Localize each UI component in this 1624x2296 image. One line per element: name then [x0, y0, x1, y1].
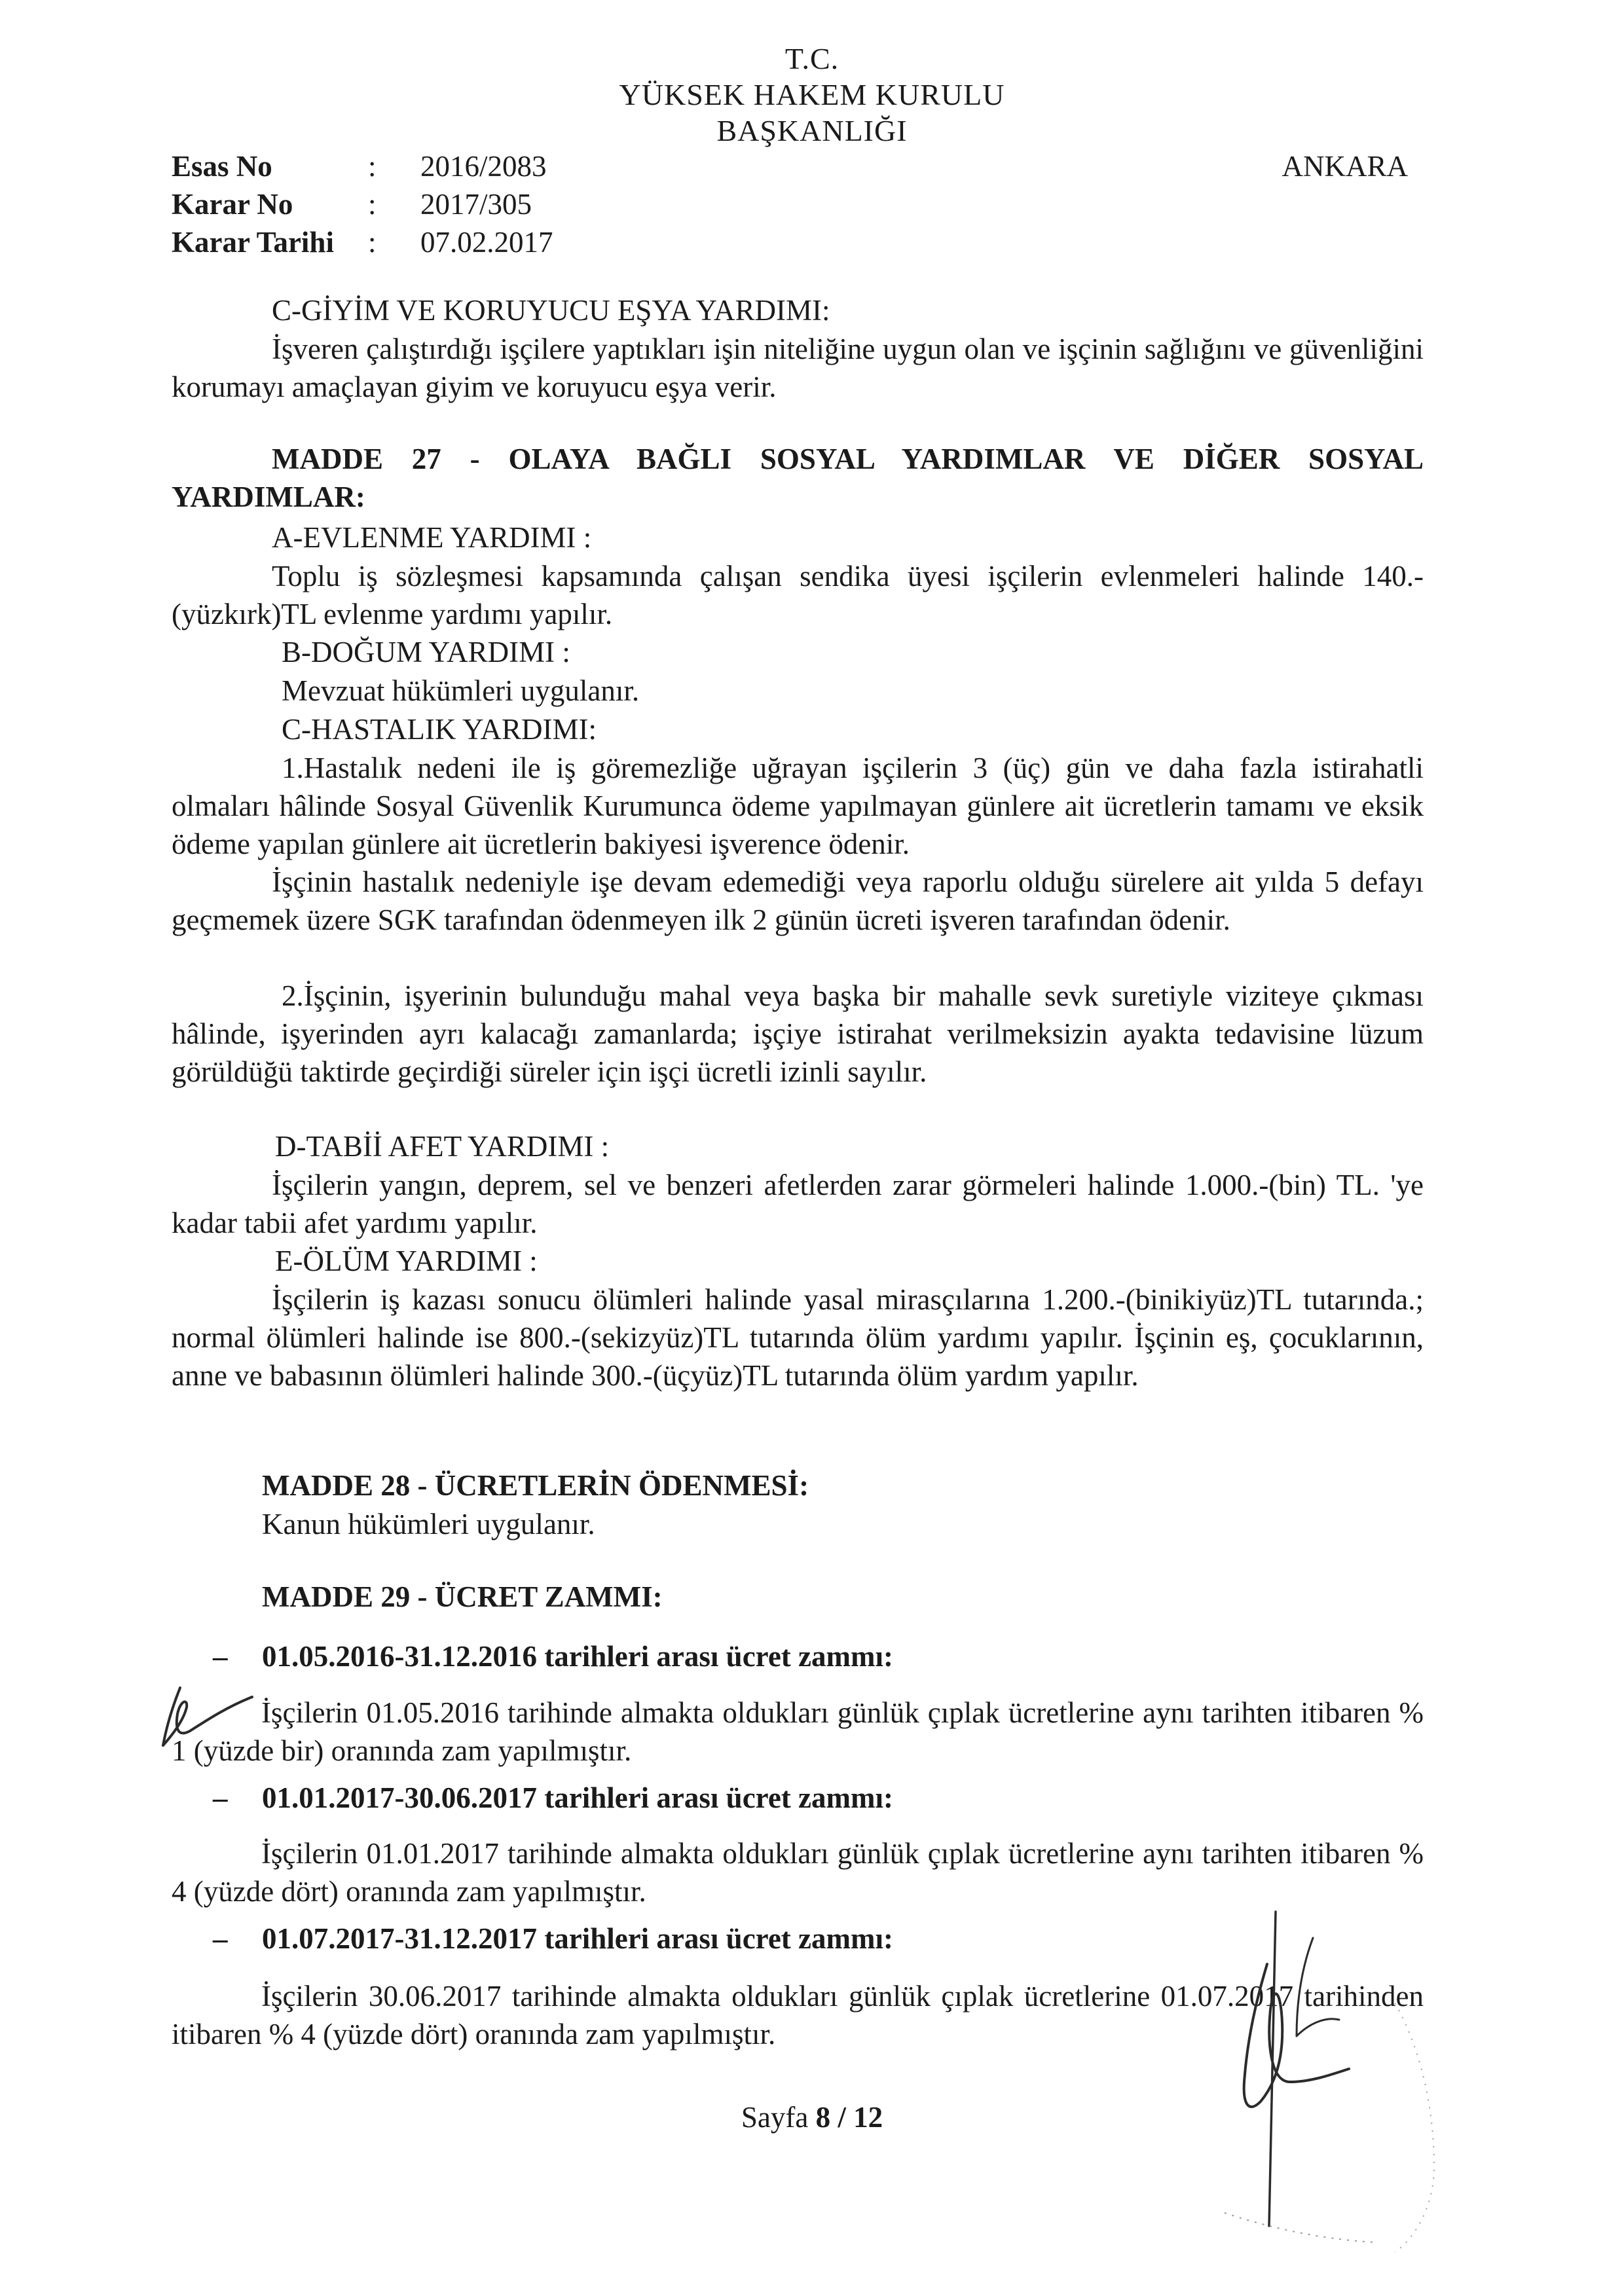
evlenme-title: A-EVLENME YARDIMI : — [272, 521, 592, 554]
meta-row-karar — [172, 185, 553, 223]
header-presidency: BAŞKANLIĞI — [716, 114, 908, 147]
zam-period-1-title — [213, 1639, 893, 1673]
madde28-text: Kanun hükümleri uygulanır. — [262, 1508, 595, 1540]
page-separator: / — [830, 2101, 854, 2134]
madde29-title: MADDE 29 - ÜCRET ZAMMI: — [262, 1580, 663, 1613]
afet-title: D-TABİİ AFET YARDIMI : — [275, 1130, 610, 1163]
case-meta — [172, 147, 553, 261]
zam-period-2-title — [213, 1781, 893, 1815]
meta-key: Karar Tarihi — [172, 226, 334, 259]
zam-period-3-title — [213, 1922, 893, 1956]
meta-row-esas — [172, 147, 553, 185]
page-footer-prefix: Sayfa — [741, 2101, 816, 2134]
meta-key: Karar No — [172, 188, 293, 221]
dash-marker: – — [213, 1922, 228, 1955]
dogum-title: B-DOĞUM YARDIMI : — [282, 636, 570, 668]
hastalik-para-1b: İşçinin hastalık nedeniyle işe devam edemediği veya raporlu olduğu sürelere ait yılda 5 defayı geçmemek üzere SGK tarafından ödenmeyen ilk 2 günün ücreti işveren tarafından ödenir. — [172, 866, 1424, 936]
hastalik-para-1: 1.Hastalık nedeni ile iş göremezliğe uğrayan işçilerin 3 (üç) gün ve daha fazla istirahatli olmaları hâlinde Sosyal Güvenlik Kurumunca ödeme yapılmayan günlere ait ücretlerin tamamı ve eksik ödeme yapılan günlere ait ücretlerin bakiyesi işverence ödenir. — [172, 752, 1424, 860]
header-tc: T.C. — [784, 42, 840, 75]
zam-period-2-text: İşçilerin 01.01.2017 tarihinde almakta oldukları günlük çıplak ücretlerine aynı tarihten itibaren % 4 (yüzde dört) oranında zam yapılmıştır. — [172, 1837, 1424, 1908]
zam-period-1-text: İşçilerin 01.05.2016 tarihinde almakta oldukları günlük çıplak ücretlerine aynı tarihten itibaren % 1 (yüzde bir) oranında zam yapılmıştır. — [172, 1696, 1424, 1767]
hastalik-title: C-HASTALIK YARDIMI: — [282, 713, 597, 746]
madde27-title: MADDE 27 - OLAYA BAĞLI SOSYAL YARDIMLAR VE DİĞER SOSYAL YARDIMLAR: — [172, 443, 1424, 513]
hastalik-para-2: 2.İşçinin, işyerinin bulunduğu mahal veya başka bir mahalle sevk suretiyle viziteye çıkması hâlinde, işyerinden ayrı kalacağı zamanlarda; işçiye istirahat verilmeksizin ayakta tedavisine lüzum görüldüğü taktirde geçirdiği süreler için işçi ücretli izinli sayılır. — [172, 979, 1424, 1088]
afet-text: İşçilerin yangın, deprem, sel ve benzeri afetlerden zarar görmeleri halinde 1.000.-(bin) TL. 'ye kadar tabii afet yardımı yapılır. — [172, 1169, 1424, 1239]
meta-colon: : — [368, 188, 377, 221]
page-number: 8 — [815, 2101, 831, 2134]
madde28-title: MADDE 28 - ÜCRETLERİN ÖDENMESİ: — [262, 1469, 809, 1502]
zam-period-label: 01.07.2017-31.12.2017 tarihleri arası ücret zammı: — [262, 1922, 893, 1955]
olum-title: E-ÖLÜM YARDIMI : — [275, 1245, 538, 1277]
meta-row-tarih — [172, 223, 553, 261]
dash-marker: – — [213, 1640, 228, 1673]
zam-period-label: 01.01.2017-30.06.2017 tarihleri arası ücret zammı: — [262, 1781, 893, 1814]
dogum-text: Mevzuat hükümleri uygulanır. — [282, 674, 640, 707]
meta-value: 07.02.2017 — [420, 226, 553, 259]
meta-colon: : — [368, 150, 377, 183]
meta-key: Esas No — [172, 150, 272, 183]
dash-marker: – — [213, 1781, 228, 1814]
meta-value: 2017/305 — [420, 188, 532, 221]
evlenme-text: Toplu iş sözleşmesi kapsamında çalışan sendika üyesi işçilerin evlenmeleri halinde 140.-(yüzkırk)TL evlenme yardımı yapılır. — [172, 560, 1424, 630]
giyim-text: İşveren çalıştırdığı işçilere yaptıkları işin niteliğine uygun olan ve işçinin sağlığını ve güvenliğini korumayı amaçlayan giyim ve koruyucu eşya verir. — [172, 333, 1424, 403]
meta-value: 2016/2083 — [420, 150, 547, 183]
header-city: ANKARA — [1282, 150, 1408, 183]
page-total: 12 — [853, 2101, 883, 2134]
header-institution: YÜKSEK HAKEM KURULU — [619, 78, 1005, 111]
zam-period-3-text: İşçilerin 30.06.2017 tarihinde almakta oldukları günlük çıplak ücretlerine 01.07.2017 tarihinden itibaren % 4 (yüzde dört) oranında zam yapılmıştır. — [172, 1980, 1424, 2050]
olum-text: İşçilerin iş kazası sonucu ölümleri halinde yasal mirasçılarına 1.200.-(binikiyüz)TL tutarında.; normal ölümleri halinde ise 800.-(sekizyüz)TL tutarında ölüm yardımı yapılır. İşçinin eş, çocuklarının, anne ve babasının ölümleri halinde 300.-(üçyüz)TL tutarında ölüm yardım yapılır. — [172, 1283, 1424, 1392]
paraf-signature-left — [154, 1668, 259, 1766]
zam-period-label: 01.05.2016-31.12.2016 tarihleri arası ücret zammı: — [262, 1640, 893, 1673]
meta-colon: : — [368, 226, 377, 259]
giyim-title: C-GİYİM VE KORUYUCU EŞYA YARDIMI: — [272, 294, 830, 327]
signature-right — [1198, 1886, 1500, 2278]
